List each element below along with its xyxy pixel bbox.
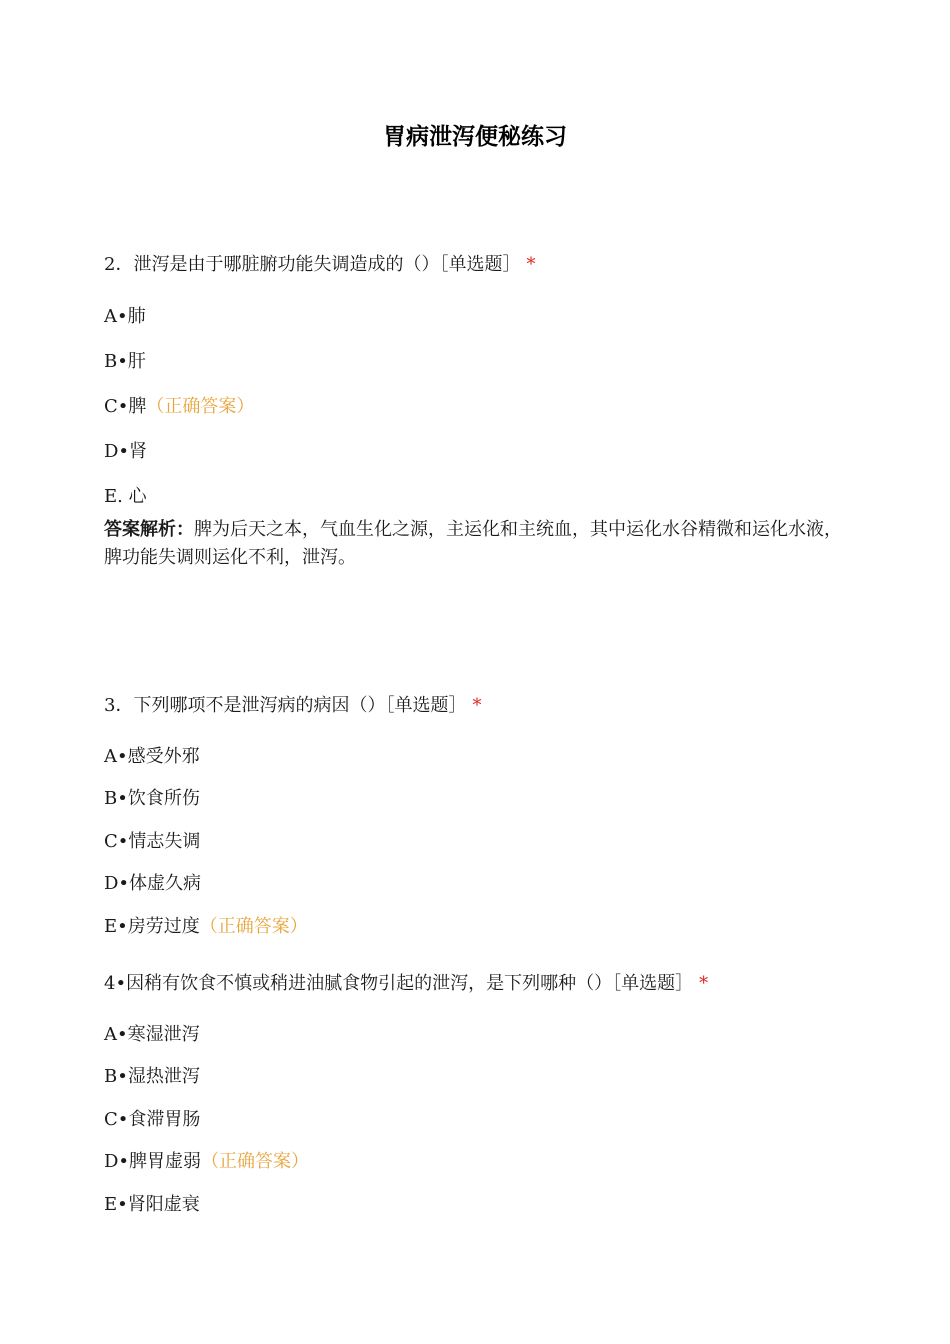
question-2-text: 2．泄泻是由于哪脏腑功能失调造成的（）［单选题］ xyxy=(104,254,521,275)
q2-analysis xyxy=(104,516,844,572)
q3-option-a: A•感受外邪 xyxy=(104,746,200,767)
q4-option-e: E•肾阳虚衰 xyxy=(104,1194,200,1215)
q2-option-d: D•肾 xyxy=(104,441,148,462)
q4-option-b: B•湿热泄泻 xyxy=(104,1066,200,1087)
q4-option-a: A•寒湿泄泻 xyxy=(104,1024,200,1045)
q2-option-c xyxy=(104,395,254,419)
analysis-text: 脾为后天之本，气血生化之源，主运化和主统血，其中运化水谷精微和运化水液，脾功能失调则运化不利，泄泻。 xyxy=(104,519,842,568)
correct-answer-tag: （正确答案） xyxy=(146,396,255,417)
question-3-stem xyxy=(104,694,481,718)
question-4-text: 4•因稍有饮食不慎或稍进油腻食物引起的泄泻，是下列哪种（）［单选题］ xyxy=(104,973,694,994)
q2-option-c-label: C•脾 xyxy=(104,396,147,417)
q2-option-a: A•肺 xyxy=(104,306,146,327)
page-title: 胃病泄泻便秘练习 xyxy=(383,124,567,150)
question-3-text: 3．下列哪项不是泄泻病的病因（）［单选题］ xyxy=(104,695,467,716)
q3-option-e xyxy=(104,915,308,939)
required-mark: * xyxy=(472,695,482,716)
q4-option-d-label: D•脾胃虚弱 xyxy=(104,1151,202,1172)
q4-option-c: C•食滞胃肠 xyxy=(104,1109,201,1130)
q3-option-c: C•情志失调 xyxy=(104,831,201,852)
q4-option-d xyxy=(104,1150,309,1174)
correct-answer-tag: （正确答案） xyxy=(199,916,308,937)
required-mark: * xyxy=(526,254,536,275)
q3-option-b: B•饮食所伤 xyxy=(104,788,200,809)
q3-option-e-label: E•房劳过度 xyxy=(104,916,200,937)
required-mark: * xyxy=(699,973,709,994)
correct-answer-tag: （正确答案） xyxy=(201,1151,310,1172)
q2-option-e: E. 心 xyxy=(104,486,147,507)
q3-option-d: D•体虚久病 xyxy=(104,873,202,894)
q2-option-b: B•肝 xyxy=(104,351,146,372)
question-4-stem xyxy=(104,972,708,996)
analysis-label: 答案解析： xyxy=(104,519,194,540)
question-2-stem xyxy=(104,253,535,277)
